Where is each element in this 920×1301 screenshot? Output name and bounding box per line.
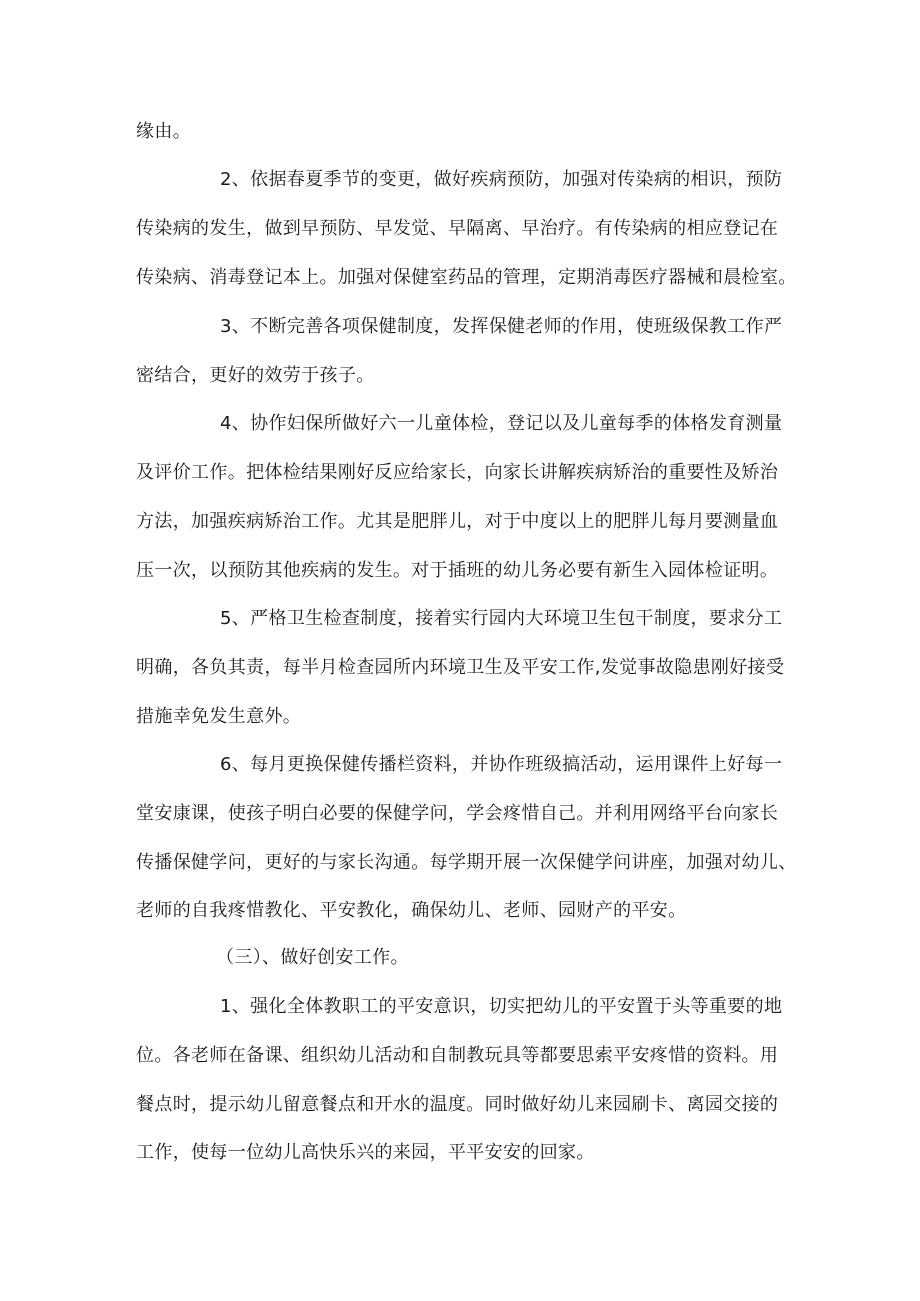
text-line-4: 传染病、消毒登记本上。加强对保健室药品的管理，定期消毒医疗器械和晨检室。 (136, 267, 797, 288)
paragraph-2-first-line: 2、依据春夏季节的变更，做好疾病预防，加强对传染病的相识，预防 (220, 169, 783, 190)
paragraph-6-first-line: 6、每月更换保健传播栏资料，并协作班级搞活动，运用课件上好每一 (220, 754, 783, 775)
text-line-20: 位。各老师在备课、组织幼儿活动和自制教玩具等都要思索平安疼惜的资料。用 (136, 1045, 779, 1066)
paragraph-7-first-line: 1、强化全体教职工的平安意识，切实把幼儿的平安置于头等重要的地 (220, 996, 783, 1017)
text-line-15: 堂安康课，使孩子明白必要的保健学问，学会疼惜自己。并利用网络平台向家长 (136, 803, 779, 824)
paragraph-4-first-line: 4、协作妇保所做好六一儿童体检，登记以及儿童每季的体格发育测量 (220, 413, 783, 434)
text-line-1: 缘由。 (136, 121, 192, 142)
text-line-9: 方法，加强疾病矫治工作。尤其是肥胖儿，对于中度以上的肥胖儿每月要测量血 (136, 511, 779, 532)
text-line-21: 餐点时，提示幼儿留意餐点和开水的温度。同时做好幼儿来园刷卡、离园交接的 (136, 1094, 779, 1115)
text-line-10: 压一次，以预防其他疾病的发生。对于插班的幼儿务必要有新生入园体检证明。 (136, 560, 779, 581)
text-line-22: 工作，使每一位幼儿高快乐兴的来园，平平安安的回家。 (136, 1142, 595, 1163)
text-line-16: 传播保健学问，更好的与家长沟通。每学期开展一次保健学问讲座，加强对幼儿、 (136, 852, 797, 873)
paragraph-5-first-line: 5、严格卫生检查制度，接着实行园内大环境卫生包干制度，要求分工 (220, 608, 783, 629)
text-line-8: 及评价工作。把体检结果刚好反应给家长，向家长讲解疾病矫治的重要性及矫治 (136, 462, 779, 483)
paragraph-3-first-line: 3、不断完善各项保健制度，发挥保健老师的作用，使班级保教工作严 (220, 316, 783, 337)
text-line-6: 密结合，更好的效劳于孩子。 (136, 365, 375, 386)
section-heading: （三）、做好创安工作。 (216, 947, 409, 968)
text-line-12: 明确，各负其责，每半月检查园所内环境卫生及平安工作,发觉事故隐患刚好接受 (136, 657, 785, 678)
text-line-17: 老师的自我疼惜教化、平安教化，确保幼儿、老师、园财产的平安。 (136, 900, 687, 921)
text-line-3: 传染病的发生，做到早预防、早发觉、早隔离、早治疗。有传染病的相应登记在 (136, 218, 779, 239)
text-line-13: 措施幸免发生意外。 (136, 706, 302, 727)
